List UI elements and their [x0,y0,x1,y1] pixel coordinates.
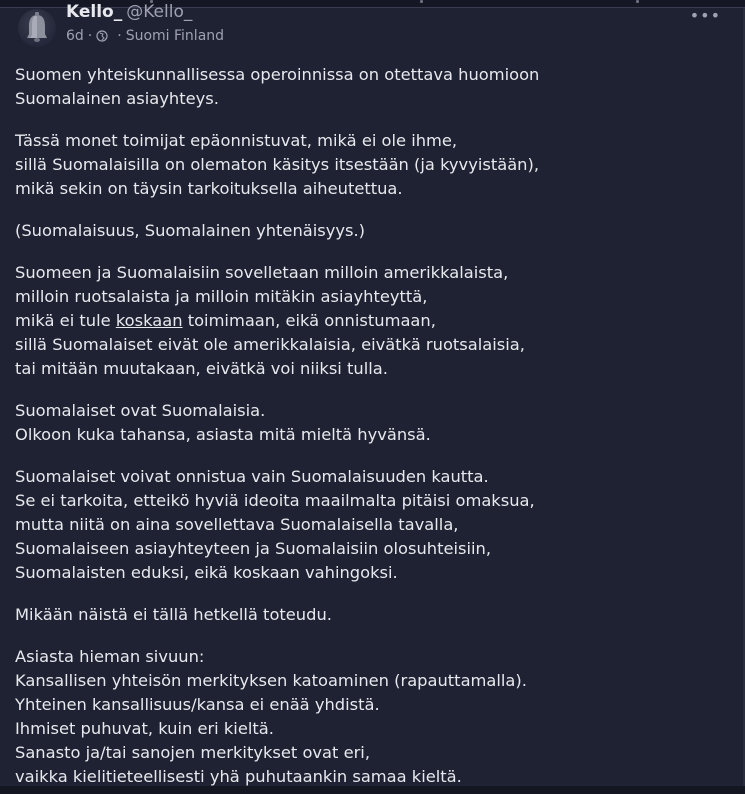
cut-glyph [420,0,423,3]
text-line: Olkoon kuka tahansa, asiasta mitä mieltä hyvänsä. [15,425,431,444]
text-line: Suomen yhteiskunnallisessa operoinnissa on otettava huomioon [15,65,540,84]
text-line: Suomalaiset ovat Suomalaisia. [15,401,266,420]
link-line-after: toimimaan, eikä onnistumaan, [182,311,436,330]
meta-separator: · [87,28,93,44]
post-location[interactable]: Suomi Finland [125,28,225,44]
paragraph [15,261,730,381]
text-line: mutta niitä on aina sovellettava Suomalaisella tavalla, [15,515,459,534]
text-line: Sanasto ja/tai sanojen merkitykset ovat eri, [15,743,370,762]
text-line: Tässä monet toimijat epäonnistuvat, mikä ei ole ihme, [15,131,458,150]
paragraph [15,219,730,243]
text-line: (Suomalaisuus, Suomalainen yhtenäisyys.) [15,221,366,240]
text-line: Suomalainen asiayhteys. [15,89,219,108]
post-meta [66,28,224,44]
avatar[interactable] [18,9,56,47]
text-line: Mikään näistä ei tällä hetkellä toteudu. [15,605,332,624]
text-line: vaikka kielitieteellisesti yhä puhutaankin samaa kieltä. [15,767,462,786]
text-line: Kansallisen yhteisön merkityksen katoaminen (rapauttamalla). [15,671,527,690]
paragraph [15,63,730,111]
meta-separator: · [117,28,122,44]
handle[interactable]: @Kello_ [126,2,193,22]
paragraph [15,129,730,201]
more-options-button[interactable] [690,6,721,25]
text-line: Ihmiset puhuvat, kuin eri kieltä. [15,719,274,738]
text-line-with-link [15,309,730,333]
post-age[interactable]: 6d [66,28,84,44]
text-line: milloin ruotsalaista ja milloin mitäkin asiayhteyttä, [15,287,428,306]
text-line: Asiasta hieman sivuun: [15,647,205,666]
text-line: mikä sekin on täysin tarkoituksella aiheutettua. [15,179,403,198]
bell-icon [18,9,56,47]
globe-icon [96,30,108,42]
text-line: Se ei tarkoita, etteikö hyviä ideoita maailmalta pitäisi omaksua, [15,491,535,510]
paragraph [15,603,730,627]
text-line: Suomalaiseen asiayhteyteen ja Suomalaisiin olosuhteisiin, [15,539,492,558]
post-card [0,2,745,786]
paragraph [15,399,730,447]
koskaan-link[interactable]: koskaan [115,311,183,330]
text-line: Suomalaisten eduksi, eikä koskaan vahingoksi. [15,563,398,582]
post-body [15,63,730,794]
text-line: Suomeen ja Suomalaisiin sovelletaan milloin amerikkalaista, [15,263,509,282]
next-post-edge [0,786,745,794]
text-line: tai mitään muutakaan, eivätkä voi niiksi tulla. [15,359,388,378]
cut-glyph [636,0,639,3]
paragraph [15,645,730,789]
text-line: Suomalaiset voivat onnistua vain Suomalaisuuden kautta. [15,467,489,486]
more-options-icon: ••• [689,6,721,25]
text-line: sillä Suomalaisilla on olematon käsitys itsestään (ja kyvyistään), [15,155,540,174]
link-line-before: mikä ei tule [15,311,116,330]
text-line: Yhteinen kansallisuus/kansa ei enää yhdistä. [15,695,380,714]
author-row [66,2,192,22]
paragraph [15,465,730,585]
text-line: sillä Suomalaiset eivät ole amerikkalaisia, eivätkä ruotsalaisia, [15,335,525,354]
display-name[interactable]: Kello_ [66,2,123,22]
